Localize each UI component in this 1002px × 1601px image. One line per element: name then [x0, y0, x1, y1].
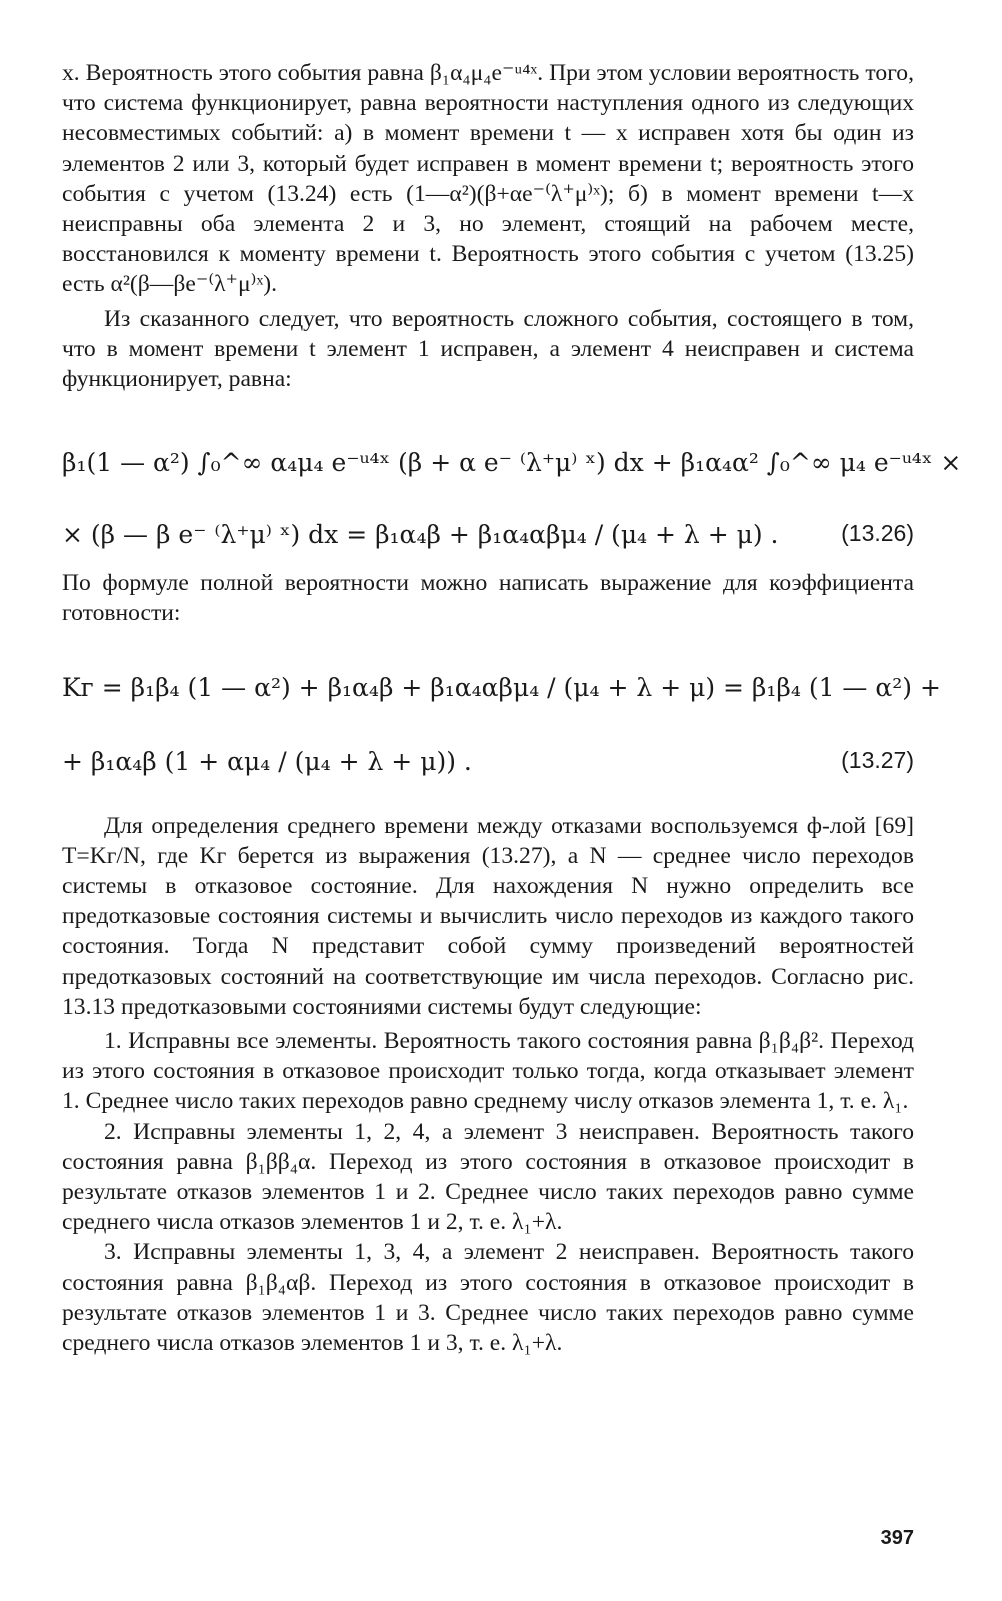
equation-number-13-26: (13.26)	[841, 520, 914, 547]
list-item-3: 3. Исправны элементы 1, 3, 4, а элемент 2 неисправен. Вероятность такого состояния равна β₁β₄αβ. Переход из этого состояния в отказовое происходит в результате отказов элементов 1 и 3. Среднее число таких переходов равно сумме среднего числа отказов элементов 1 и 3, т. е. λ₁+λ.	[62, 1239, 914, 1357]
page-number: 397	[880, 1527, 914, 1549]
paragraph-1: x. Вероятность этого события равна β₁α₄μ₄e⁻ᵘ⁴ˣ. При этом условии вероятность того, что система функционирует, равна вероятности наступления одного из следующих несовместимых событий: а) в момент времени t — x исправен хотя бы один из элементов 2 или 3, который будет исправен в момент времени t; вероятность этого события с учетом (13.24) есть (1—α²)(β+αe⁻⁽λ⁺μ⁾ˣ); б) в момент времени t—x неисправны оба элемента 2 и 3, но элемент, стоящий на рабочем месте, восстановился к моменту времени t. Вероятность этого события с учетом (13.25) есть α²(β—βe⁻⁽λ⁺μ⁾ˣ).	[62, 60, 914, 298]
list-item-1: 1. Исправны все элементы. Вероятность такого состояния равна β₁β₄β². Переход из этого состояния в отказовое происходит только тогда, когда отказывает элемент 1. Среднее число таких переходов равно среднему числу отказов элемента 1, т. е. λ₁.	[62, 1028, 914, 1115]
paragraph-2: Из сказанного следует, что вероятность сложного события, состоящего в том, что в момент времени t элемент 1 исправен, а элемент 4 неисправен и система функционирует, равна:	[62, 305, 914, 393]
paragraph-3: По формуле полной вероятности можно написать выражение для коэффициента готовности:	[62, 570, 914, 627]
formula-13-26-line-2: × (β — β e⁻ ⁽λ⁺μ⁾ ˣ) dx = β₁α₄β + β₁α₄αβμ₄ / (μ₄ + λ + μ) .	[62, 520, 779, 550]
list-item-2: 2. Исправны элементы 1, 2, 4, а элемент 3 неисправен. Вероятность такого состояния равна β₁ββ₄α. Переход из этого состояния в отказовое происходит в результате отказов элементов 1 и 2. Среднее число таких переходов равно сумме среднего числа отказов элементов 1 и 2, т. е. λ₁+λ.	[62, 1118, 914, 1236]
formula-13-27-line-2: + β₁α₄β (1 + αμ₄ / (μ₄ + λ + μ)) .	[62, 746, 472, 776]
formula-13-27	[62, 651, 941, 801]
formula-13-26-line-1: β₁(1 — α²) ∫₀^∞ α₄μ₄ e⁻ᵘ⁴ˣ (β + α e⁻ ⁽λ⁺μ⁾ ˣ) dx + β₁α₄α² ∫₀^∞ μ₄ e⁻ᵘ⁴ˣ ×	[62, 448, 962, 478]
paragraph-4: Для определения среднего времени между отказами воспользуемся ф-лой [69] T=Kг/N, где Kг берется из выражения (13.27), а N — среднее число переходов системы в отказовое состояние. Для нахождения N нужно определить все предотказовые состояния системы и вычислить число переходов из каждого такого состояния. Тогда N представит собой сумму произведений вероятностей предотказовых состояний на соответствующие им числа переходов. Согласно рис. 13.13 предотказовыми состояниями системы будут следующие:	[62, 812, 914, 1020]
equation-number-13-27: (13.27)	[841, 746, 914, 773]
formula-13-27-line-1: Kг = β₁β₄ (1 — α²) + β₁α₄β + β₁α₄αβμ₄ / (μ₄ + λ + μ) = β₁β₄ (1 — α²) +	[62, 672, 941, 702]
formula-13-26	[62, 408, 962, 558]
